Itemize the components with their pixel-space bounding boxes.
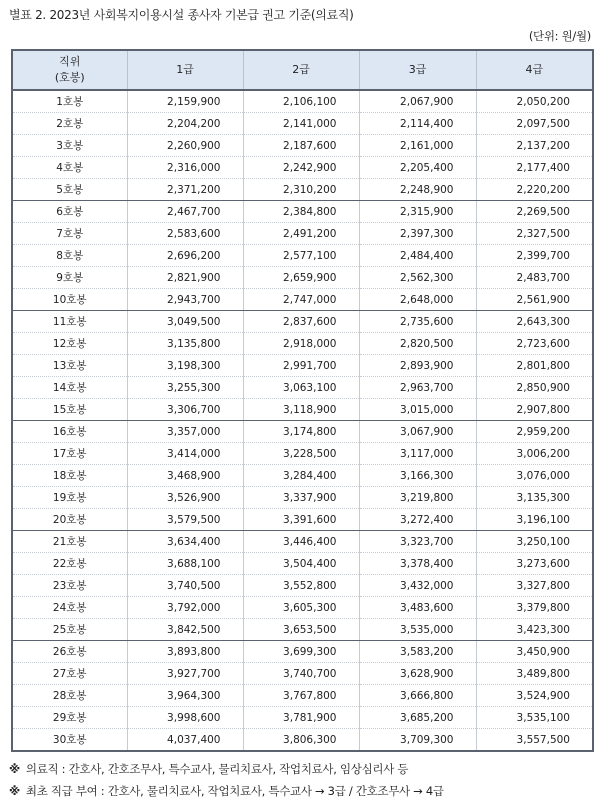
unit-label: (단위: 원/월) — [528, 29, 591, 43]
salary-cell-grade-1: 2,371,200 — [127, 179, 243, 201]
salary-cell-grade-1: 3,414,000 — [127, 443, 243, 465]
salary-cell-grade-3: 2,735,600 — [359, 311, 476, 333]
step-cell: 14호봉 — [12, 377, 127, 399]
salary-cell-grade-1: 3,579,500 — [127, 509, 243, 531]
salary-cell-grade-2: 2,991,700 — [243, 355, 359, 377]
salary-cell-grade-1: 2,467,700 — [127, 201, 243, 223]
salary-cell-grade-4: 3,076,000 — [476, 465, 593, 487]
step-cell: 17호봉 — [12, 443, 127, 465]
salary-cell-grade-4: 3,006,200 — [476, 443, 593, 465]
header-grade-3: 3급 — [359, 50, 476, 90]
step-cell: 24호봉 — [12, 597, 127, 619]
salary-cell-grade-3: 2,893,900 — [359, 355, 476, 377]
note-mark: ※ — [9, 762, 20, 776]
table-row — [12, 333, 593, 355]
step-cell: 9호봉 — [12, 267, 127, 289]
salary-cell-grade-2: 3,118,900 — [243, 399, 359, 421]
salary-cell-grade-4: 3,196,100 — [476, 509, 593, 531]
footnote-medical-staff — [9, 758, 444, 780]
salary-cell-grade-4: 2,907,800 — [476, 399, 593, 421]
salary-cell-grade-3: 3,117,000 — [359, 443, 476, 465]
step-cell: 12호봉 — [12, 333, 127, 355]
step-cell: 27호봉 — [12, 663, 127, 685]
salary-cell-grade-3: 3,535,000 — [359, 619, 476, 641]
salary-cell-grade-2: 3,552,800 — [243, 575, 359, 597]
salary-cell-grade-2: 3,174,800 — [243, 421, 359, 443]
salary-cell-grade-4: 3,273,600 — [476, 553, 593, 575]
salary-cell-grade-4: 2,137,200 — [476, 135, 593, 157]
salary-cell-grade-2: 2,491,200 — [243, 223, 359, 245]
table-row — [12, 113, 593, 135]
salary-cell-grade-2: 2,106,100 — [243, 90, 359, 113]
salary-cell-grade-1: 3,842,500 — [127, 619, 243, 641]
salary-cell-grade-1: 4,037,400 — [127, 729, 243, 752]
salary-cell-grade-4: 3,489,800 — [476, 663, 593, 685]
salary-cell-grade-4: 2,959,200 — [476, 421, 593, 443]
salary-cell-grade-2: 3,063,100 — [243, 377, 359, 399]
salary-cell-grade-4: 3,535,100 — [476, 707, 593, 729]
table-row — [12, 619, 593, 641]
salary-table-container — [11, 49, 592, 752]
header-position-label: 직위 — [59, 55, 81, 68]
salary-cell-grade-2: 3,699,300 — [243, 641, 359, 663]
salary-cell-grade-3: 2,484,400 — [359, 245, 476, 267]
salary-table — [11, 49, 594, 752]
salary-cell-grade-3: 3,483,600 — [359, 597, 476, 619]
header-step-label: (호봉) — [54, 71, 85, 84]
table-row — [12, 685, 593, 707]
salary-cell-grade-4: 2,269,500 — [476, 201, 593, 223]
step-cell: 13호봉 — [12, 355, 127, 377]
salary-cell-grade-4: 3,450,900 — [476, 641, 593, 663]
step-cell: 19호봉 — [12, 487, 127, 509]
salary-cell-grade-2: 3,284,400 — [243, 465, 359, 487]
table-row — [12, 509, 593, 531]
salary-cell-grade-3: 3,583,200 — [359, 641, 476, 663]
table-row — [12, 377, 593, 399]
step-cell: 16호봉 — [12, 421, 127, 443]
salary-cell-grade-1: 3,049,500 — [127, 311, 243, 333]
step-cell: 8호봉 — [12, 245, 127, 267]
table-row — [12, 443, 593, 465]
note-mark: ※ — [9, 784, 20, 798]
salary-cell-grade-4: 2,399,700 — [476, 245, 593, 267]
table-row — [12, 663, 593, 685]
step-cell: 23호봉 — [12, 575, 127, 597]
salary-cell-grade-4: 2,850,900 — [476, 377, 593, 399]
salary-cell-grade-2: 3,806,300 — [243, 729, 359, 752]
salary-cell-grade-1: 3,468,900 — [127, 465, 243, 487]
step-cell: 11호봉 — [12, 311, 127, 333]
salary-cell-grade-4: 3,524,900 — [476, 685, 593, 707]
table-row — [12, 729, 593, 752]
table-row — [12, 531, 593, 553]
table-row — [12, 90, 593, 113]
salary-cell-grade-2: 2,837,600 — [243, 311, 359, 333]
salary-cell-grade-1: 2,583,600 — [127, 223, 243, 245]
salary-cell-grade-3: 3,015,000 — [359, 399, 476, 421]
salary-cell-grade-4: 2,801,800 — [476, 355, 593, 377]
salary-cell-grade-2: 2,141,000 — [243, 113, 359, 135]
step-cell: 15호봉 — [12, 399, 127, 421]
salary-cell-grade-1: 3,927,700 — [127, 663, 243, 685]
salary-cell-grade-1: 3,792,000 — [127, 597, 243, 619]
salary-cell-grade-4: 2,483,700 — [476, 267, 593, 289]
salary-cell-grade-4: 2,220,200 — [476, 179, 593, 201]
salary-cell-grade-4: 2,177,400 — [476, 157, 593, 179]
step-cell: 29호봉 — [12, 707, 127, 729]
salary-cell-grade-2: 2,242,900 — [243, 157, 359, 179]
step-cell: 26호봉 — [12, 641, 127, 663]
salary-cell-grade-3: 3,666,800 — [359, 685, 476, 707]
salary-cell-grade-3: 2,820,500 — [359, 333, 476, 355]
step-cell: 21호봉 — [12, 531, 127, 553]
salary-cell-grade-4: 2,643,300 — [476, 311, 593, 333]
salary-cell-grade-1: 2,159,900 — [127, 90, 243, 113]
table-row — [12, 465, 593, 487]
salary-cell-grade-2: 2,918,000 — [243, 333, 359, 355]
salary-cell-grade-1: 3,255,300 — [127, 377, 243, 399]
salary-cell-grade-2: 3,337,900 — [243, 487, 359, 509]
salary-cell-grade-2: 3,504,400 — [243, 553, 359, 575]
salary-cell-grade-4: 2,050,200 — [476, 90, 593, 113]
table-row — [12, 707, 593, 729]
table-row — [12, 289, 593, 311]
salary-cell-grade-3: 2,397,300 — [359, 223, 476, 245]
step-cell: 28호봉 — [12, 685, 127, 707]
salary-cell-grade-3: 3,378,400 — [359, 553, 476, 575]
salary-cell-grade-4: 3,557,500 — [476, 729, 593, 752]
table-row — [12, 597, 593, 619]
salary-cell-grade-3: 3,219,800 — [359, 487, 476, 509]
table-row — [12, 311, 593, 333]
salary-cell-grade-3: 3,432,000 — [359, 575, 476, 597]
salary-cell-grade-3: 2,114,400 — [359, 113, 476, 135]
salary-cell-grade-4: 2,327,500 — [476, 223, 593, 245]
table-row — [12, 201, 593, 223]
salary-cell-grade-3: 2,248,900 — [359, 179, 476, 201]
salary-cell-grade-1: 3,526,900 — [127, 487, 243, 509]
step-cell: 5호봉 — [12, 179, 127, 201]
table-row — [12, 179, 593, 201]
step-cell: 7호봉 — [12, 223, 127, 245]
salary-cell-grade-3: 3,628,900 — [359, 663, 476, 685]
step-cell: 6호봉 — [12, 201, 127, 223]
table-row — [12, 421, 593, 443]
step-cell: 18호봉 — [12, 465, 127, 487]
header-grade-2: 2급 — [243, 50, 359, 90]
salary-cell-grade-3: 2,963,700 — [359, 377, 476, 399]
salary-cell-grade-3: 2,315,900 — [359, 201, 476, 223]
salary-cell-grade-1: 3,964,300 — [127, 685, 243, 707]
salary-cell-grade-1: 3,688,100 — [127, 553, 243, 575]
salary-cell-grade-1: 2,204,200 — [127, 113, 243, 135]
salary-cell-grade-3: 2,067,900 — [359, 90, 476, 113]
salary-cell-grade-1: 3,740,500 — [127, 575, 243, 597]
salary-cell-grade-2: 3,653,500 — [243, 619, 359, 641]
table-row — [12, 245, 593, 267]
footnotes — [9, 758, 444, 802]
step-cell: 20호봉 — [12, 509, 127, 531]
salary-cell-grade-1: 3,135,800 — [127, 333, 243, 355]
table-row — [12, 399, 593, 421]
table-row — [12, 575, 593, 597]
footnote-initial-grade — [9, 780, 444, 802]
salary-cell-grade-1: 2,316,000 — [127, 157, 243, 179]
salary-cell-grade-3: 2,648,000 — [359, 289, 476, 311]
salary-cell-grade-3: 2,205,400 — [359, 157, 476, 179]
salary-cell-grade-1: 2,260,900 — [127, 135, 243, 157]
step-cell: 25호봉 — [12, 619, 127, 641]
salary-cell-grade-1: 3,306,700 — [127, 399, 243, 421]
table-row — [12, 135, 593, 157]
salary-cell-grade-1: 2,696,200 — [127, 245, 243, 267]
salary-cell-grade-1: 2,943,700 — [127, 289, 243, 311]
salary-cell-grade-2: 2,310,200 — [243, 179, 359, 201]
salary-cell-grade-3: 2,562,300 — [359, 267, 476, 289]
salary-cell-grade-2: 3,781,900 — [243, 707, 359, 729]
header-grade-4: 4급 — [476, 50, 593, 90]
salary-cell-grade-2: 2,187,600 — [243, 135, 359, 157]
salary-cell-grade-4: 3,327,800 — [476, 575, 593, 597]
table-row — [12, 487, 593, 509]
table-row — [12, 641, 593, 663]
salary-cell-grade-3: 3,709,300 — [359, 729, 476, 752]
salary-cell-grade-2: 3,740,700 — [243, 663, 359, 685]
salary-cell-grade-2: 2,747,000 — [243, 289, 359, 311]
salary-cell-grade-3: 3,067,900 — [359, 421, 476, 443]
salary-cell-grade-4: 3,423,300 — [476, 619, 593, 641]
step-cell: 1호봉 — [12, 90, 127, 113]
salary-cell-grade-3: 3,323,700 — [359, 531, 476, 553]
table-row — [12, 267, 593, 289]
table-body — [12, 90, 593, 751]
salary-cell-grade-2: 3,228,500 — [243, 443, 359, 465]
note-text: 최초 직급 부여 : 간호사, 물리치료사, 작업치료사, 특수교사 → 3급 / 간호조무사 → 4급 — [25, 784, 444, 798]
step-cell: 4호봉 — [12, 157, 127, 179]
salary-cell-grade-1: 2,821,900 — [127, 267, 243, 289]
salary-cell-grade-4: 2,097,500 — [476, 113, 593, 135]
salary-cell-grade-4: 3,379,800 — [476, 597, 593, 619]
salary-cell-grade-2: 3,391,600 — [243, 509, 359, 531]
salary-cell-grade-1: 3,893,800 — [127, 641, 243, 663]
salary-cell-grade-1: 3,634,400 — [127, 531, 243, 553]
salary-cell-grade-4: 3,135,300 — [476, 487, 593, 509]
salary-cell-grade-1: 3,198,300 — [127, 355, 243, 377]
salary-cell-grade-3: 3,166,300 — [359, 465, 476, 487]
salary-cell-grade-3: 2,161,000 — [359, 135, 476, 157]
salary-cell-grade-2: 2,577,100 — [243, 245, 359, 267]
salary-cell-grade-2: 3,605,300 — [243, 597, 359, 619]
salary-cell-grade-4: 2,561,900 — [476, 289, 593, 311]
salary-cell-grade-1: 3,357,000 — [127, 421, 243, 443]
table-row — [12, 157, 593, 179]
salary-cell-grade-1: 3,998,600 — [127, 707, 243, 729]
header-position-step — [12, 50, 127, 90]
document-title: 별표 2. 2023년 사회복지이용시설 종사자 기본급 권고 기준(의료직) — [9, 8, 354, 22]
table-row — [12, 355, 593, 377]
step-cell: 10호봉 — [12, 289, 127, 311]
note-text: 의료직 : 간호사, 간호조무사, 특수교사, 물리치료사, 작업치료사, 임상심리사 등 — [25, 762, 409, 776]
salary-cell-grade-3: 3,685,200 — [359, 707, 476, 729]
table-row — [12, 553, 593, 575]
salary-cell-grade-2: 3,767,800 — [243, 685, 359, 707]
table-row — [12, 223, 593, 245]
step-cell: 3호봉 — [12, 135, 127, 157]
header-grade-1: 1급 — [127, 50, 243, 90]
salary-cell-grade-2: 2,659,900 — [243, 267, 359, 289]
salary-cell-grade-4: 2,723,600 — [476, 333, 593, 355]
salary-cell-grade-3: 3,272,400 — [359, 509, 476, 531]
step-cell: 30호봉 — [12, 729, 127, 752]
salary-cell-grade-4: 3,250,100 — [476, 531, 593, 553]
step-cell: 2호봉 — [12, 113, 127, 135]
table-header-row — [12, 50, 593, 90]
salary-cell-grade-2: 2,384,800 — [243, 201, 359, 223]
salary-cell-grade-2: 3,446,400 — [243, 531, 359, 553]
step-cell: 22호봉 — [12, 553, 127, 575]
